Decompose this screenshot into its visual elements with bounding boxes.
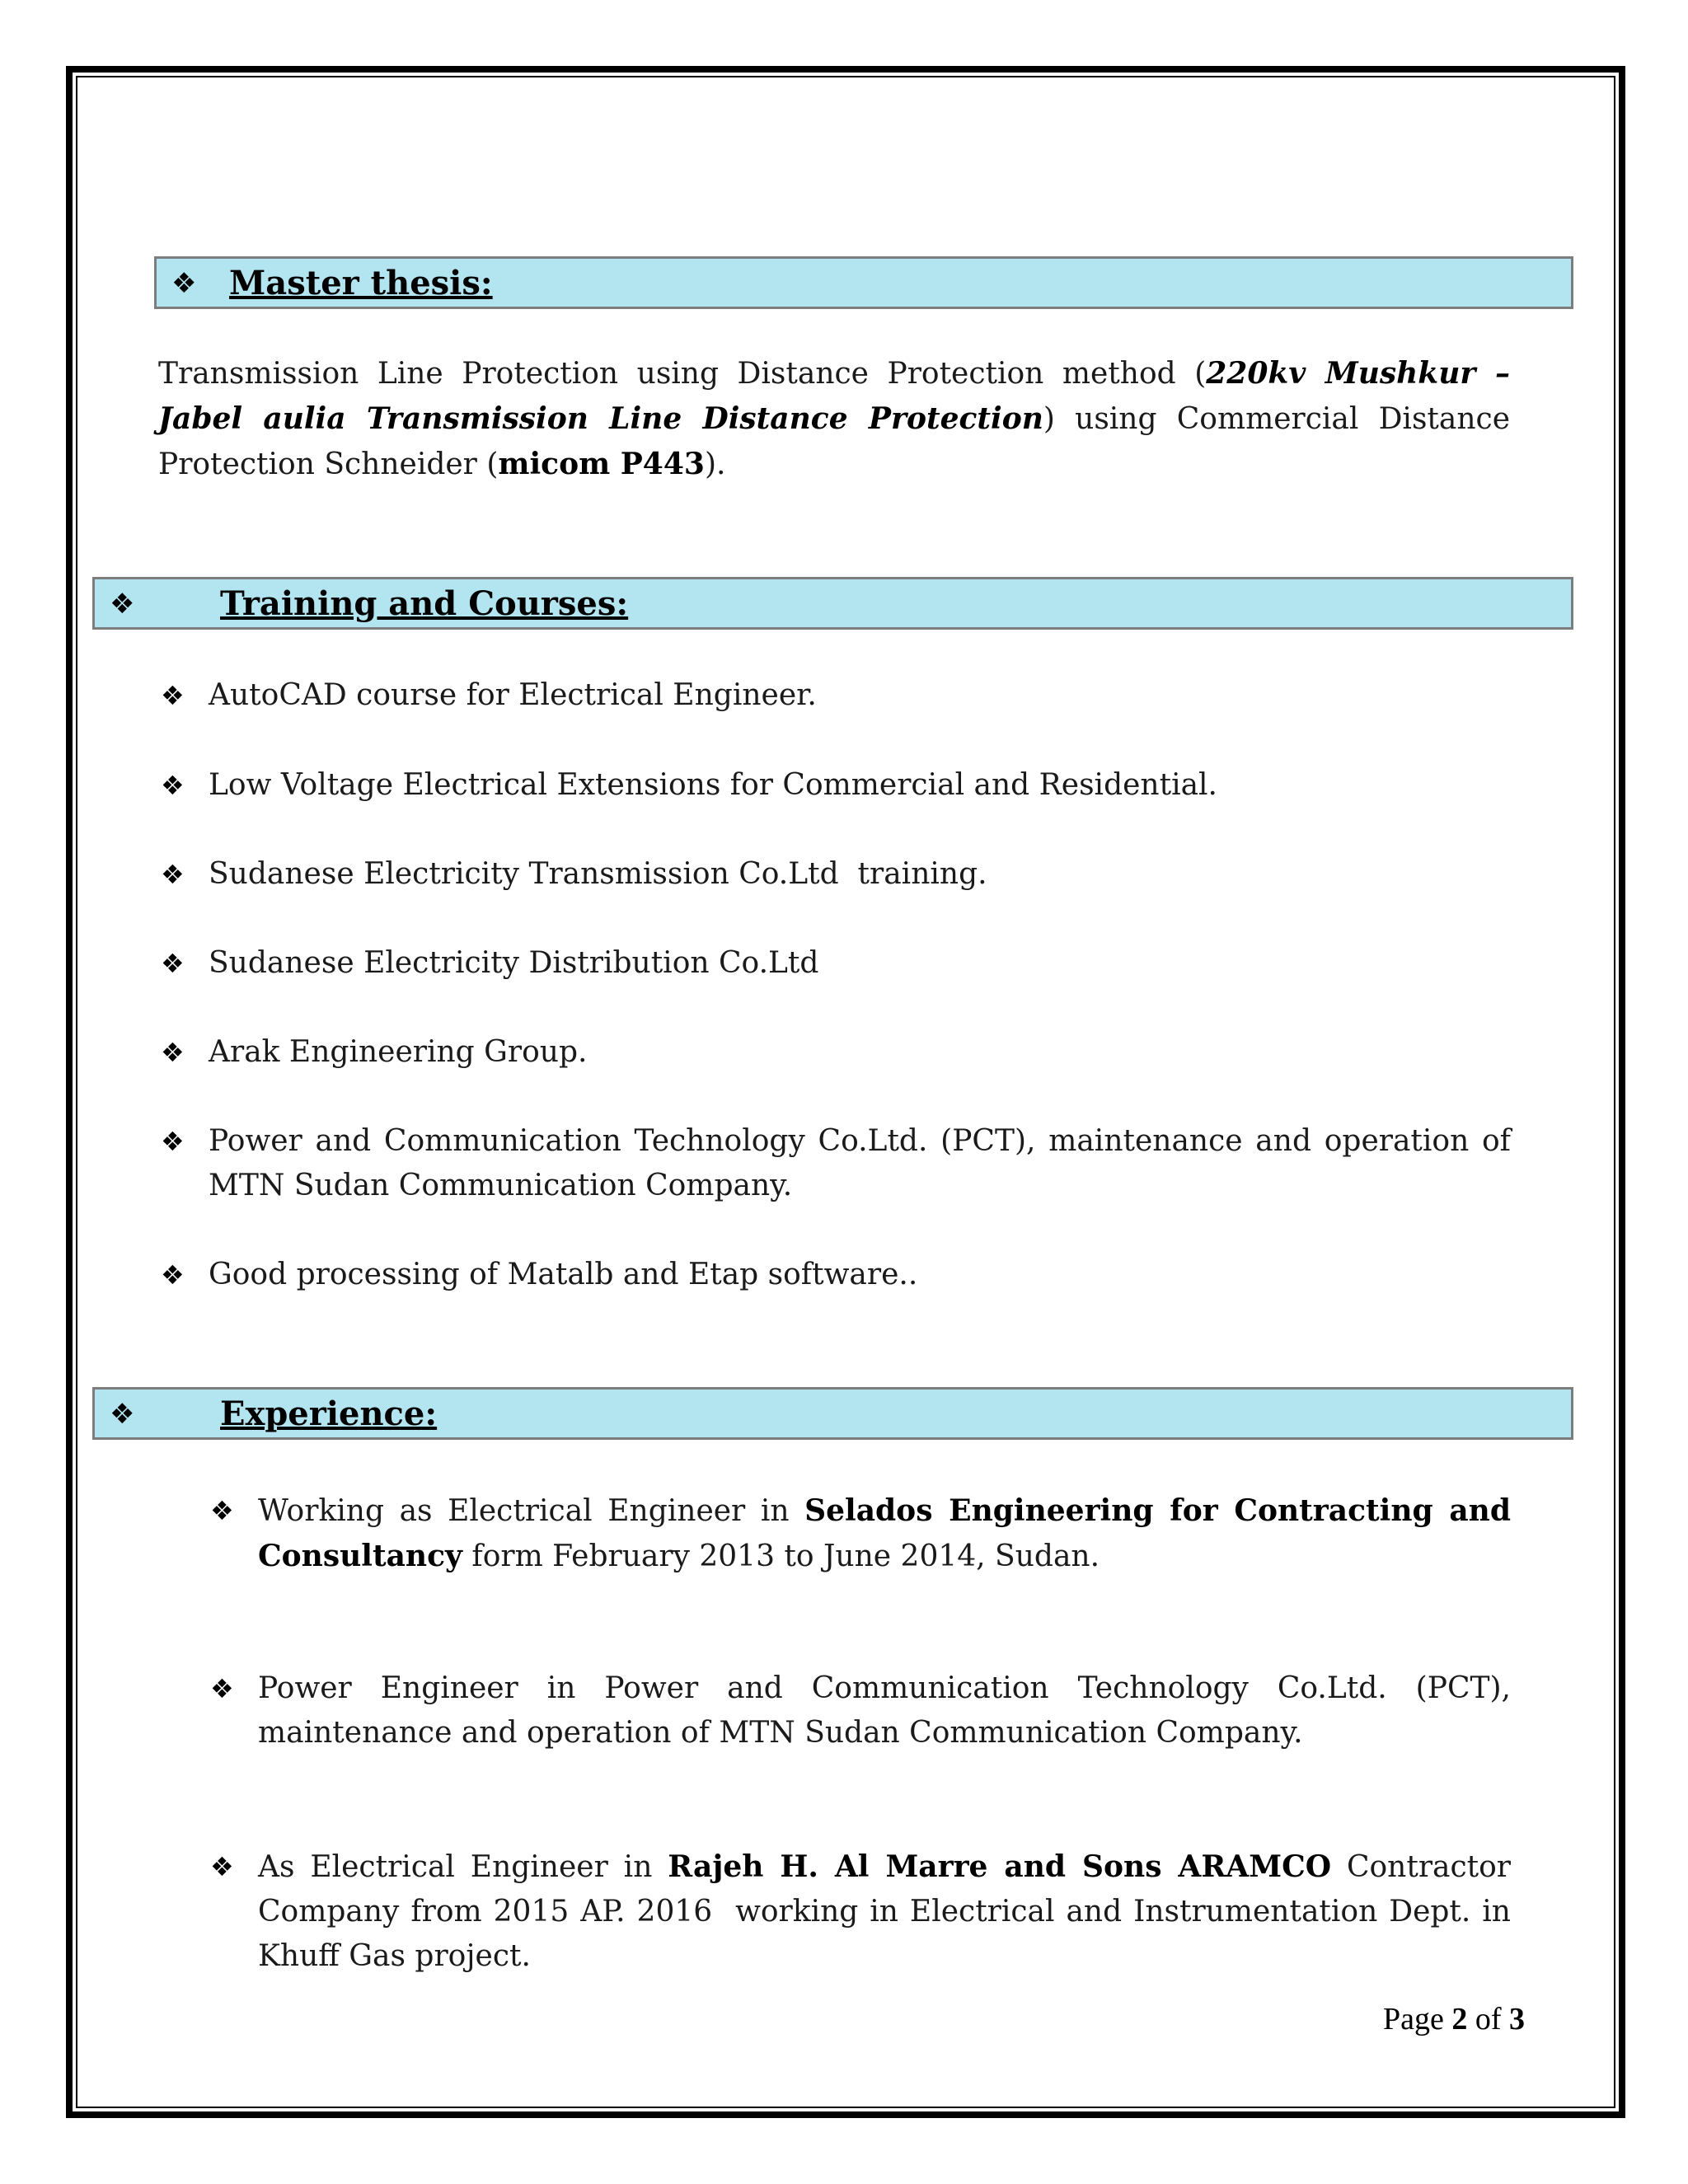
diamond-bullet-icon: ❖ [210, 1495, 234, 1526]
experience-item-3-pre: As Electrical Engineer in [258, 1850, 668, 1884]
experience-company-1: Selados Engineering for Contracting and Consultancy [258, 1493, 1512, 1573]
training-item-text: Good processing of Matalb and Etap software.. [209, 1258, 918, 1291]
training-item-text: Power and Communication Technology Co.Ltd. (PCT), maintenance and operation of MTN Sudan Communication Company. [209, 1124, 1511, 1202]
diamond-bullet-icon: ❖ [110, 1398, 135, 1431]
of-label: of [1467, 2002, 1509, 2036]
thesis-text-3: ). [704, 448, 726, 481]
master-thesis-title: Master thesis: [229, 264, 493, 302]
diamond-bullet-icon: ❖ [210, 1851, 234, 1882]
diamond-bullet-icon: ❖ [161, 1126, 185, 1157]
diamond-bullet-icon: ❖ [210, 1673, 234, 1704]
diamond-bullet-icon: ❖ [171, 267, 197, 300]
experience-company-3: Rajeh H. Al Marre and Sons ARAMCO [668, 1849, 1332, 1884]
diamond-bullet-icon: ❖ [161, 948, 185, 979]
thesis-text-1: Transmission Line Protection using Distance Protection method ( [158, 357, 1207, 391]
experience-item-text [258, 1844, 1521, 1979]
diamond-bullet-icon: ❖ [161, 770, 185, 801]
training-item-text: Low Voltage Electrical Extensions for Commercial and Residential. [209, 768, 1217, 802]
diamond-bullet-icon: ❖ [161, 1259, 185, 1291]
diamond-bullet-icon: ❖ [161, 680, 185, 711]
master-thesis-text [158, 351, 1510, 487]
experience-item-1-pre: Working as Electrical Engineer in [258, 1494, 805, 1528]
thesis-device-name: micom P443 [498, 447, 705, 481]
experience-item-text [258, 1488, 1511, 1579]
page-number: 2 [1451, 2002, 1468, 2036]
training-title: Training and Courses: [220, 584, 629, 623]
experience-item-3-post: Contractor Company from 2015 AP. 2016 working in Electrical and Instrumentation Dept. in Khuff Gas project. [258, 1850, 1521, 1973]
training-header [92, 577, 1573, 630]
page-footer [1383, 2001, 1525, 2037]
experience-title: Experience: [220, 1394, 438, 1433]
training-item-text: Arak Engineering Group. [209, 1035, 588, 1069]
diamond-bullet-icon: ❖ [161, 1037, 185, 1068]
training-item-text: AutoCAD course for Electrical Engineer. [209, 678, 817, 712]
training-item-text: Sudanese Electricity Transmission Co.Ltd training. [209, 857, 987, 891]
training-item-text: Sudanese Electricity Distribution Co.Ltd [209, 946, 819, 980]
master-thesis-header [154, 256, 1573, 309]
diamond-bullet-icon: ❖ [110, 588, 135, 621]
experience-item-1-post: form February 2013 to June 2014, Sudan. [462, 1540, 1100, 1573]
experience-header [92, 1387, 1573, 1440]
diamond-bullet-icon: ❖ [161, 859, 185, 890]
page-label: Page [1382, 2002, 1452, 2036]
experience-item-text: Power Engineer in Power and Communication Technology Co.Ltd. (PCT), maintenance and operation of MTN Sudan Communication Company. [258, 1671, 1511, 1750]
thesis-text-2: ) using Commercial Distance Protection Schneider ( [158, 402, 1510, 481]
total-pages: 3 [1509, 2002, 1525, 2036]
thesis-title-emphasis: 220kv Mushkur – Jabel aulia Transmission Line Distance Protection [158, 356, 1510, 436]
